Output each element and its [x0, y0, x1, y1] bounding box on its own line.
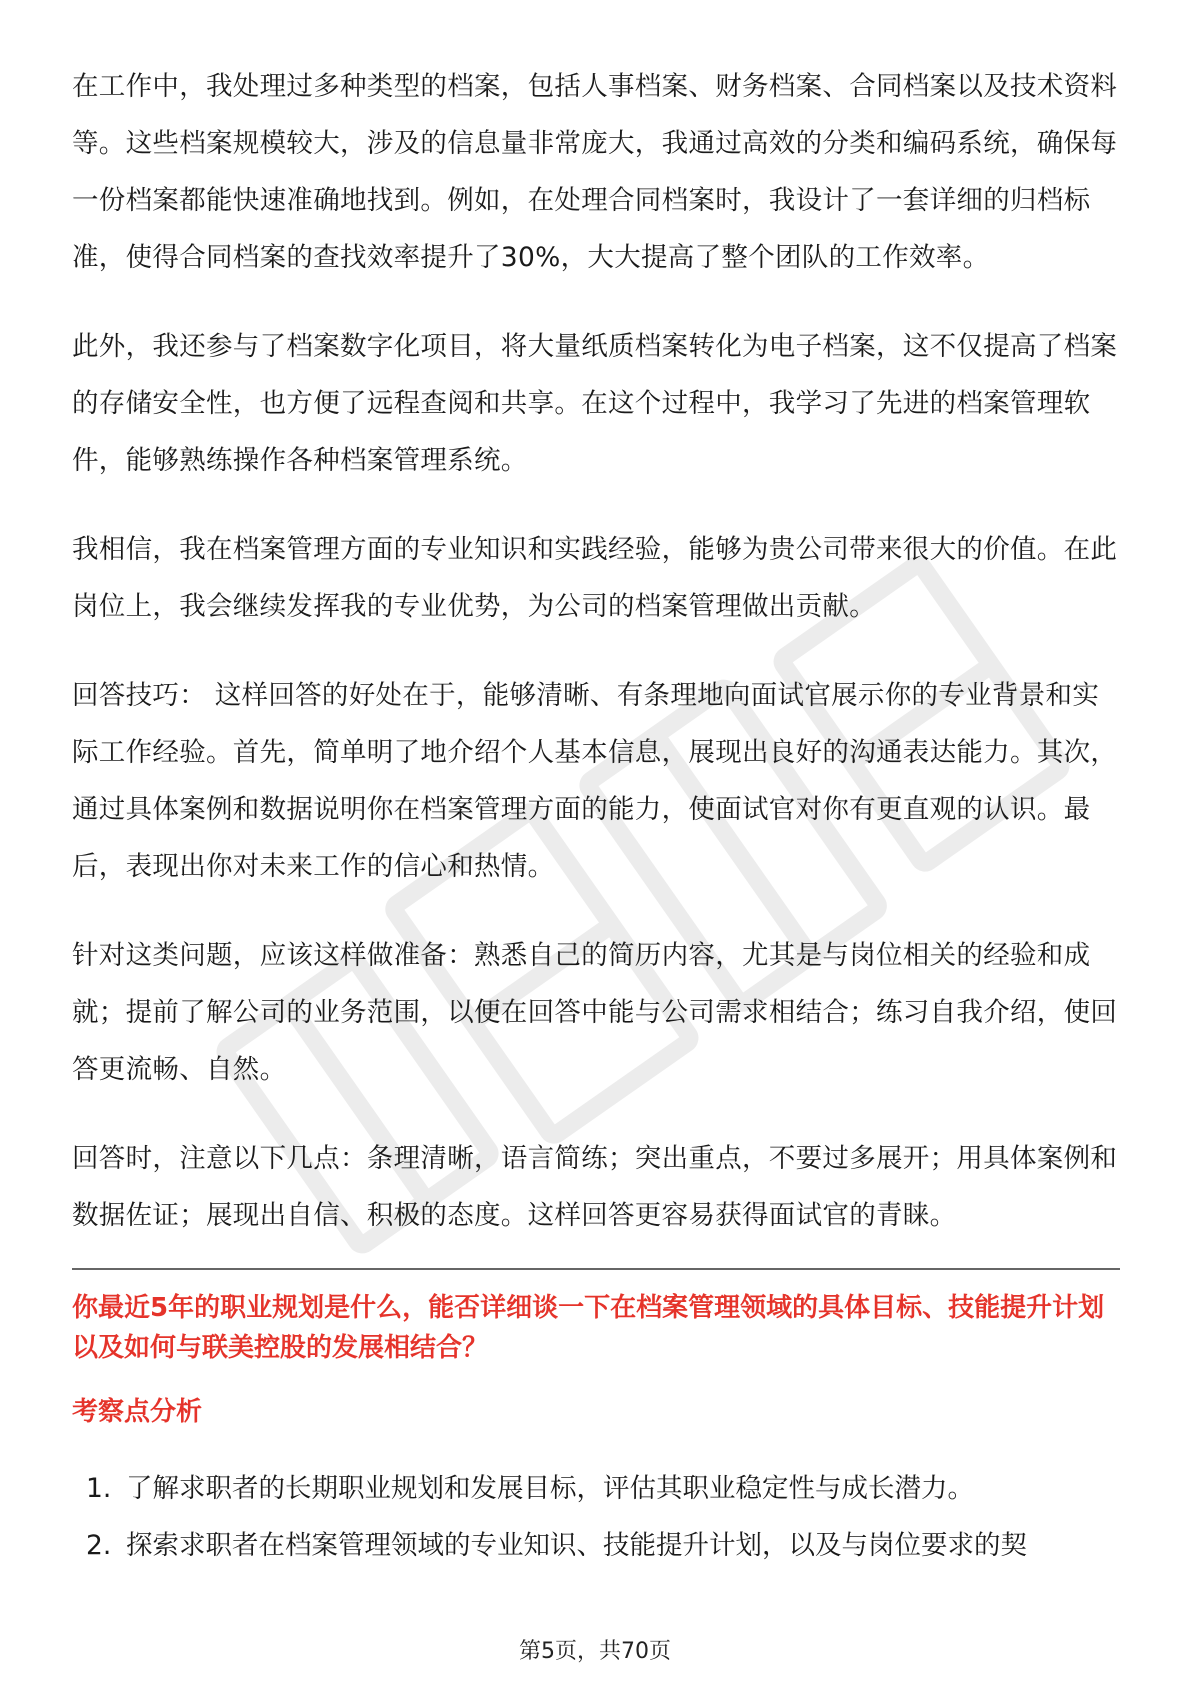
paragraph-answer-tips: 回答技巧： 这样回答的好处在于，能够清晰、有条理地向面试官展示你的专业背景和实际工作经验。首先，简单明了地介绍个人基本信息，展现出良好的沟通表达能力。其次，通过具体案例和数据说明你在档案管理方面的能力，使面试官对你有更直观的认识。最后，表现出你对未来工作的信心和热情。	[72, 680, 1118, 882]
list-item-number: 1.	[86, 1473, 112, 1504]
page-number: 第5页，共70页	[519, 1639, 671, 1664]
analysis-heading: 考察点分析	[72, 1397, 203, 1427]
paragraph-value: 我相信，我在档案管理方面的专业知识和实践经验，能够为贵公司带来很大的价值。在此岗位上，我会继续发挥我的专业优势，为公司的档案管理做出贡献。	[72, 534, 1118, 622]
list-item-number: 2.	[86, 1530, 112, 1561]
paragraph-notes: 回答时，注意以下几点：条理清晰，语言简练；突出重点，不要过多展开；用具体案例和数据佐证；展现出自信、积极的态度。这样回答更容易获得面试官的青睐。	[72, 1143, 1118, 1231]
list-item-text: 探索求职者在档案管理领域的专业知识、技能提升计划，以及与岗位要求的契	[126, 1530, 1027, 1561]
paragraph-preparation: 针对这类问题，应该这样做准备：熟悉自己的简历内容，尤其是与岗位相关的经验和成就；提前了解公司的业务范围，以便在回答中能与公司需求相结合；练习自我介绍，使回答更流畅、自然。	[72, 940, 1118, 1085]
analysis-list	[72, 1460, 1122, 1574]
list-item-text: 了解求职者的长期职业规划和发展目标，评估其职业稳定性与成长潜力。	[126, 1473, 974, 1504]
section-divider	[72, 1268, 1120, 1270]
list-item	[72, 1460, 1122, 1517]
paragraph-digitization: 此外，我还参与了档案数字化项目，将大量纸质档案转化为电子档案，这不仅提高了档案的存储安全性，也方便了远程查阅和共享。在这个过程中，我学习了先进的档案管理软件，能够熟练操作各种档案管理系统。	[72, 331, 1118, 476]
list-item	[72, 1517, 1122, 1574]
paragraph-work-experience: 在工作中，我处理过多种类型的档案，包括人事档案、财务档案、合同档案以及技术资料等。这些档案规模较大，涉及的信息量非常庞大，我通过高效的分类和编码系统，确保每一份档案都能快速准确地找到。例如，在处理合同档案时，我设计了一套详细的归档标准，使得合同档案的查找效率提升了30%，大大提高了整个团队的工作效率。	[72, 71, 1118, 273]
interview-question: 你最近5年的职业规划是什么，能否详细谈一下在档案管理领域的具体目标、技能提升计划以及如何与联美控股的发展相结合？	[72, 1293, 1105, 1363]
page-content	[72, 58, 1122, 1574]
